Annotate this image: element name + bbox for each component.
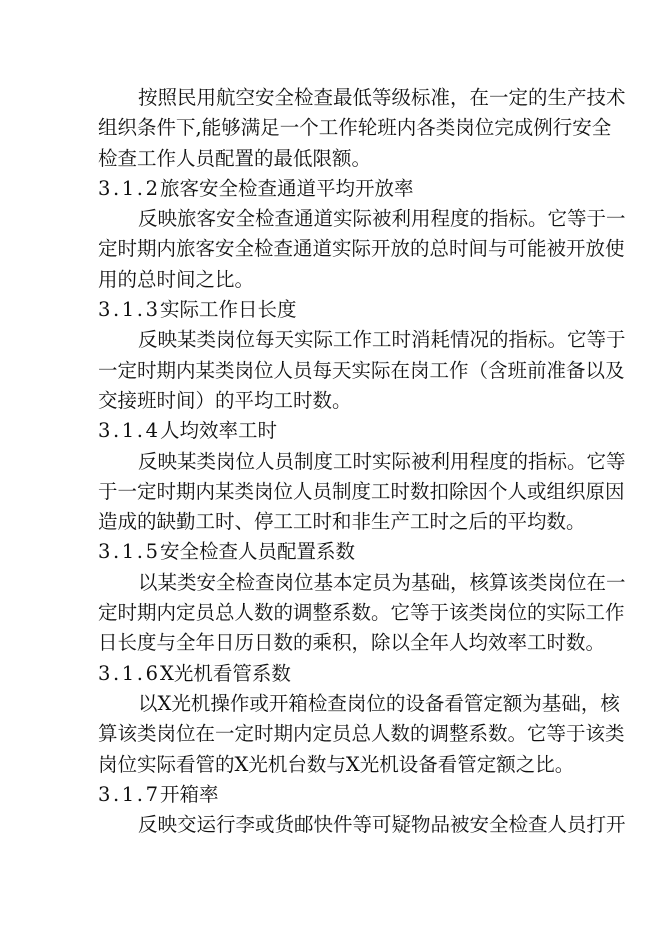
paragraph-line: 日长度与全年日历日数的乘积，除以全年人均效率工时数。 [98,631,606,655]
section-3-1-6 [98,659,625,780]
paragraph-line: 以X光机操作或开箱检查岗位的设备看管定额为基础，核 [138,691,620,715]
section-title: X光机看管系数 [160,661,291,685]
section-heading [98,295,568,325]
paragraph-line: 反映交运行李或货邮快件等可疑物品被安全检查人员打开 [138,813,626,837]
section-number: 3.1.6 [98,661,161,685]
paragraph-line: 定时期内定员总人数的调整系数。它等于该类岗位的实际工作 [98,601,625,625]
section-3-1-5 [98,537,626,658]
section-number: 3.1.2 [98,176,161,200]
section-heading [98,416,568,446]
section-3-1-4 [98,416,626,537]
section-3-1-7 [98,780,626,841]
paragraph-line: 定时期内旅客安全检查通道实际开放的总时间与可能被开放使 [98,237,625,261]
section-number: 3.1.4 [98,419,161,443]
paragraph-line: 按照民用航空安全检查最低等级标准，在一定的生产技术 [138,86,626,109]
paragraph-line: 岗位实际看管的X光机台数与X光机设备看管定额之比。 [98,752,575,776]
paragraph-line: 检查工作人员配置的最低限额。 [98,146,372,170]
section-3-1-2 [98,174,626,295]
section-number: 3.1.3 [98,298,161,322]
section-heading [98,537,568,567]
paragraph-line: 反映旅客安全检查通道实际被利用程度的指标。它等于一 [138,207,626,231]
paragraph-line: 以某类安全检查岗位基本定员为基础，核算该类岗位在一 [138,570,626,594]
section-title: 开箱率 [160,782,219,806]
paragraph-line: 组织条件下,能够满足一个工作轮班内各类岗位完成例行安全 [98,116,612,140]
section-heading [98,174,568,204]
section-title: 旅客安全检查通道平均开放率 [160,176,414,200]
section-3-1-3 [98,295,626,416]
section-title: 实际工作日长度 [160,298,297,322]
section-number: 3.1.5 [98,540,161,564]
section-heading [98,780,568,810]
paragraph-line: 反映某类岗位每天实际工作工时消耗情况的指标。它等于 [138,328,626,352]
paragraph-line: 反映某类岗位人员制度工时实际被利用程度的指标。它等 [138,449,626,473]
section-heading [98,659,568,689]
paragraph-line: 交接班时间）的平均工时数。 [98,388,352,412]
paragraph-line: 一定时期内某类岗位人员每天实际在岗工作（含班前准备以及 [98,358,625,382]
paragraph-line: 算该类岗位在一定时期内定员总人数的调整系数。它等于该类 [98,722,625,746]
document-page [98,83,626,840]
intro-paragraph [98,83,626,174]
section-title: 安全检查人员配置系数 [160,540,356,564]
paragraph-line: 于一定时期内某类岗位人员制度工时数扣除因个人或组织原因 [98,479,625,503]
paragraph-line: 用的总时间之比。 [98,267,255,291]
paragraph-line: 造成的缺勤工时、停工工时和非生产工时之后的平均数。 [98,510,586,534]
section-title: 人均效率工时 [160,419,278,443]
section-number: 3.1.7 [98,782,161,806]
